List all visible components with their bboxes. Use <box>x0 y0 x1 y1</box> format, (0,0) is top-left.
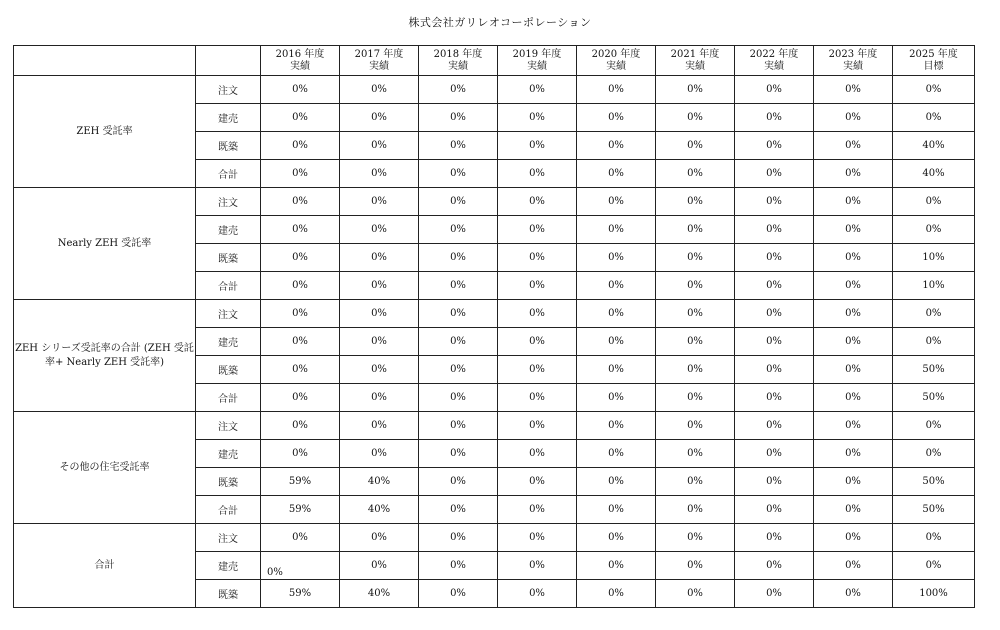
row-sub-label: 既築 <box>196 132 261 160</box>
value-cell: 0% <box>577 384 656 412</box>
value-cell: 10% <box>893 272 975 300</box>
value-cell: 0% <box>419 132 498 160</box>
value-cell: 0% <box>577 272 656 300</box>
value-cell: 0% <box>814 328 893 356</box>
value-cell: 0% <box>498 552 577 580</box>
column-header: 2025 年度 目標 <box>893 46 975 76</box>
value-cell: 40% <box>893 132 975 160</box>
value-cell: 0% <box>735 160 814 188</box>
value-cell: 0% <box>735 384 814 412</box>
value-cell: 0% <box>814 132 893 160</box>
value-cell: 0% <box>419 76 498 104</box>
value-cell: 0% <box>656 496 735 524</box>
value-cell: 0% <box>735 188 814 216</box>
value-cell: 0% <box>340 160 419 188</box>
value-cell: 0% <box>340 552 419 580</box>
row-sub-label: 既築 <box>196 468 261 496</box>
value-cell: 0% <box>735 496 814 524</box>
value-cell: 0% <box>261 524 340 552</box>
value-cell: 0% <box>735 412 814 440</box>
value-cell: 0% <box>340 412 419 440</box>
value-cell: 0% <box>577 76 656 104</box>
row-group-label: 合計 <box>14 524 196 608</box>
column-header: 2018 年度 実績 <box>419 46 498 76</box>
value-cell: 0% <box>656 132 735 160</box>
value-cell: 0% <box>577 328 656 356</box>
value-cell: 0% <box>814 188 893 216</box>
value-cell: 0% <box>498 524 577 552</box>
value-cell: 0% <box>656 76 735 104</box>
value-cell: 0% <box>419 440 498 468</box>
row-group-label: その他の住宅受託率 <box>14 412 196 524</box>
value-cell: 0% <box>656 160 735 188</box>
value-cell: 0% <box>893 104 975 132</box>
value-cell: 0% <box>656 104 735 132</box>
value-cell: 0% <box>735 356 814 384</box>
value-cell: 0% <box>814 300 893 328</box>
row-group-label: ZEH シリーズ受託率の合計 (ZEH 受託率+ Nearly ZEH 受託率) <box>14 300 196 412</box>
value-cell: 0% <box>656 272 735 300</box>
value-cell: 0% <box>261 216 340 244</box>
value-cell: 0% <box>419 300 498 328</box>
value-cell: 0% <box>419 384 498 412</box>
value-cell: 0% <box>498 76 577 104</box>
value-cell: 0% <box>419 272 498 300</box>
value-cell: 0% <box>261 160 340 188</box>
value-cell: 0% <box>340 216 419 244</box>
value-cell: 0% <box>419 412 498 440</box>
value-cell: 0% <box>498 272 577 300</box>
value-cell: 0% <box>577 244 656 272</box>
value-cell: 0% <box>577 356 656 384</box>
row-sub-label: 既築 <box>196 244 261 272</box>
value-cell: 0% <box>577 300 656 328</box>
value-cell: 0% <box>577 524 656 552</box>
value-cell: 0% <box>735 580 814 608</box>
value-cell: 0% <box>814 272 893 300</box>
value-cell: 0% <box>340 300 419 328</box>
value-cell: 0% <box>261 244 340 272</box>
value-cell: 0% <box>340 356 419 384</box>
value-cell: 0% <box>893 524 975 552</box>
value-cell: 0% <box>498 412 577 440</box>
value-cell: 0% <box>498 328 577 356</box>
value-cell: 0% <box>498 104 577 132</box>
value-text: 0% <box>267 567 283 578</box>
value-cell: 0% <box>419 104 498 132</box>
value-cell: 0% <box>577 580 656 608</box>
value-cell: 0% <box>893 76 975 104</box>
value-cell: 0% <box>261 272 340 300</box>
value-cell: 0% <box>893 328 975 356</box>
value-cell: 0% <box>893 552 975 580</box>
value-cell: 0% <box>261 132 340 160</box>
value-cell: 0% <box>498 160 577 188</box>
value-cell: 0% <box>498 580 577 608</box>
value-cell: 0% <box>656 244 735 272</box>
value-cell: 0% <box>340 272 419 300</box>
value-cell: 0% <box>261 76 340 104</box>
value-cell: 0% <box>893 188 975 216</box>
value-cell: 0% <box>735 300 814 328</box>
value-cell: 0% <box>656 412 735 440</box>
column-header: 2022 年度 実績 <box>735 46 814 76</box>
value-cell: 0% <box>261 328 340 356</box>
value-cell: 0% <box>656 440 735 468</box>
value-cell: 0% <box>419 496 498 524</box>
value-cell: 0% <box>656 468 735 496</box>
value-cell: 0% <box>577 412 656 440</box>
value-cell: 0% <box>814 412 893 440</box>
value-cell: 0% <box>893 412 975 440</box>
value-cell: 0% <box>340 384 419 412</box>
value-cell: 0% <box>498 188 577 216</box>
value-cell: 0% <box>814 524 893 552</box>
row-group-label: ZEH 受託率 <box>14 76 196 188</box>
table-row <box>14 412 975 440</box>
value-cell: 100% <box>893 580 975 608</box>
value-cell: 59% <box>261 468 340 496</box>
value-cell: 0% <box>419 524 498 552</box>
value-cell: 0% <box>419 328 498 356</box>
table-row <box>14 300 975 328</box>
value-cell: 0% <box>261 440 340 468</box>
value-cell: 0% <box>814 104 893 132</box>
value-cell: 0% <box>498 356 577 384</box>
row-sub-label: 合計 <box>196 496 261 524</box>
value-cell: 0% <box>735 76 814 104</box>
value-cell: 0% <box>340 132 419 160</box>
value-cell: 0% <box>814 216 893 244</box>
value-cell: 0% <box>656 356 735 384</box>
value-cell: 0% <box>261 356 340 384</box>
column-header: 2016 年度 実績 <box>261 46 340 76</box>
row-sub-label: 合計 <box>196 160 261 188</box>
row-sub-label: 建売 <box>196 328 261 356</box>
value-cell: 0% <box>735 216 814 244</box>
value-cell: 0% <box>893 216 975 244</box>
value-cell: 0% <box>261 384 340 412</box>
row-sub-label: 合計 <box>196 272 261 300</box>
value-cell: 0% <box>735 468 814 496</box>
value-cell <box>261 552 340 580</box>
value-cell: 0% <box>735 272 814 300</box>
header-row <box>14 46 975 76</box>
value-cell: 0% <box>261 412 340 440</box>
row-sub-label: 既築 <box>196 356 261 384</box>
value-cell: 0% <box>656 328 735 356</box>
column-header: 2017 年度 実績 <box>340 46 419 76</box>
row-sub-label: 注文 <box>196 76 261 104</box>
value-cell: 50% <box>893 356 975 384</box>
value-cell: 0% <box>419 216 498 244</box>
value-cell: 0% <box>656 300 735 328</box>
value-cell: 0% <box>893 300 975 328</box>
column-header: 2023 年度 実績 <box>814 46 893 76</box>
value-cell: 0% <box>656 580 735 608</box>
value-cell: 0% <box>419 160 498 188</box>
value-cell: 0% <box>577 440 656 468</box>
value-cell: 0% <box>498 244 577 272</box>
header-blank-group <box>14 46 196 76</box>
value-cell: 0% <box>735 440 814 468</box>
value-cell: 50% <box>893 468 975 496</box>
row-sub-label: 注文 <box>196 412 261 440</box>
value-cell: 50% <box>893 384 975 412</box>
value-cell: 0% <box>735 328 814 356</box>
value-cell: 0% <box>419 580 498 608</box>
value-cell: 0% <box>261 188 340 216</box>
value-cell: 0% <box>814 496 893 524</box>
value-cell: 0% <box>735 104 814 132</box>
value-cell: 0% <box>498 440 577 468</box>
row-sub-label: 注文 <box>196 188 261 216</box>
value-cell: 0% <box>735 524 814 552</box>
value-cell: 0% <box>577 132 656 160</box>
value-cell: 0% <box>498 468 577 496</box>
value-cell: 0% <box>735 132 814 160</box>
zeh-ratio-table <box>13 45 975 608</box>
value-cell: 0% <box>419 188 498 216</box>
value-cell: 0% <box>893 440 975 468</box>
value-cell: 40% <box>340 496 419 524</box>
value-cell: 50% <box>893 496 975 524</box>
column-header: 2020 年度 実績 <box>577 46 656 76</box>
value-cell: 0% <box>656 524 735 552</box>
value-cell: 0% <box>419 468 498 496</box>
row-sub-label: 注文 <box>196 300 261 328</box>
value-cell: 0% <box>814 384 893 412</box>
value-cell: 0% <box>340 104 419 132</box>
value-cell: 0% <box>261 300 340 328</box>
value-cell: 0% <box>340 440 419 468</box>
value-cell: 40% <box>893 160 975 188</box>
value-cell: 0% <box>656 216 735 244</box>
value-cell: 0% <box>577 216 656 244</box>
value-cell: 0% <box>814 76 893 104</box>
value-cell: 10% <box>893 244 975 272</box>
value-cell: 0% <box>814 552 893 580</box>
row-sub-label: 建売 <box>196 552 261 580</box>
value-cell: 40% <box>340 468 419 496</box>
header-blank-sub <box>196 46 261 76</box>
value-cell: 0% <box>814 160 893 188</box>
value-cell: 59% <box>261 496 340 524</box>
value-cell: 0% <box>814 356 893 384</box>
value-cell: 0% <box>261 104 340 132</box>
value-cell: 0% <box>498 216 577 244</box>
row-sub-label: 建売 <box>196 440 261 468</box>
value-cell: 0% <box>814 468 893 496</box>
value-cell: 0% <box>735 552 814 580</box>
value-cell: 0% <box>577 496 656 524</box>
row-group-label: Nearly ZEH 受託率 <box>14 188 196 300</box>
value-cell: 0% <box>498 300 577 328</box>
value-cell: 40% <box>340 580 419 608</box>
value-cell: 0% <box>577 468 656 496</box>
value-cell: 0% <box>735 244 814 272</box>
value-cell: 0% <box>498 132 577 160</box>
value-cell: 0% <box>340 524 419 552</box>
value-cell: 0% <box>656 552 735 580</box>
value-cell: 0% <box>419 356 498 384</box>
value-cell: 0% <box>814 440 893 468</box>
row-sub-label: 注文 <box>196 524 261 552</box>
value-cell: 59% <box>261 580 340 608</box>
row-sub-label: 建売 <box>196 104 261 132</box>
column-header: 2021 年度 実績 <box>656 46 735 76</box>
value-cell: 0% <box>577 104 656 132</box>
row-sub-label: 建売 <box>196 216 261 244</box>
value-cell: 0% <box>656 188 735 216</box>
value-cell: 0% <box>498 384 577 412</box>
row-sub-label: 合計 <box>196 384 261 412</box>
value-cell: 0% <box>340 76 419 104</box>
value-cell: 0% <box>340 244 419 272</box>
value-cell: 0% <box>340 328 419 356</box>
value-cell: 0% <box>656 384 735 412</box>
value-cell: 0% <box>814 244 893 272</box>
table-row <box>14 524 975 552</box>
value-cell: 0% <box>340 188 419 216</box>
value-cell: 0% <box>814 580 893 608</box>
document-title: 株式会社ガリレオコーポレーション <box>408 16 592 29</box>
value-cell: 0% <box>577 160 656 188</box>
column-header: 2019 年度 実績 <box>498 46 577 76</box>
table-row <box>14 188 975 216</box>
value-cell: 0% <box>577 188 656 216</box>
table-row <box>14 76 975 104</box>
value-cell: 0% <box>419 552 498 580</box>
row-sub-label: 既築 <box>196 580 261 608</box>
value-cell: 0% <box>419 244 498 272</box>
value-cell: 0% <box>577 552 656 580</box>
value-cell: 0% <box>498 496 577 524</box>
